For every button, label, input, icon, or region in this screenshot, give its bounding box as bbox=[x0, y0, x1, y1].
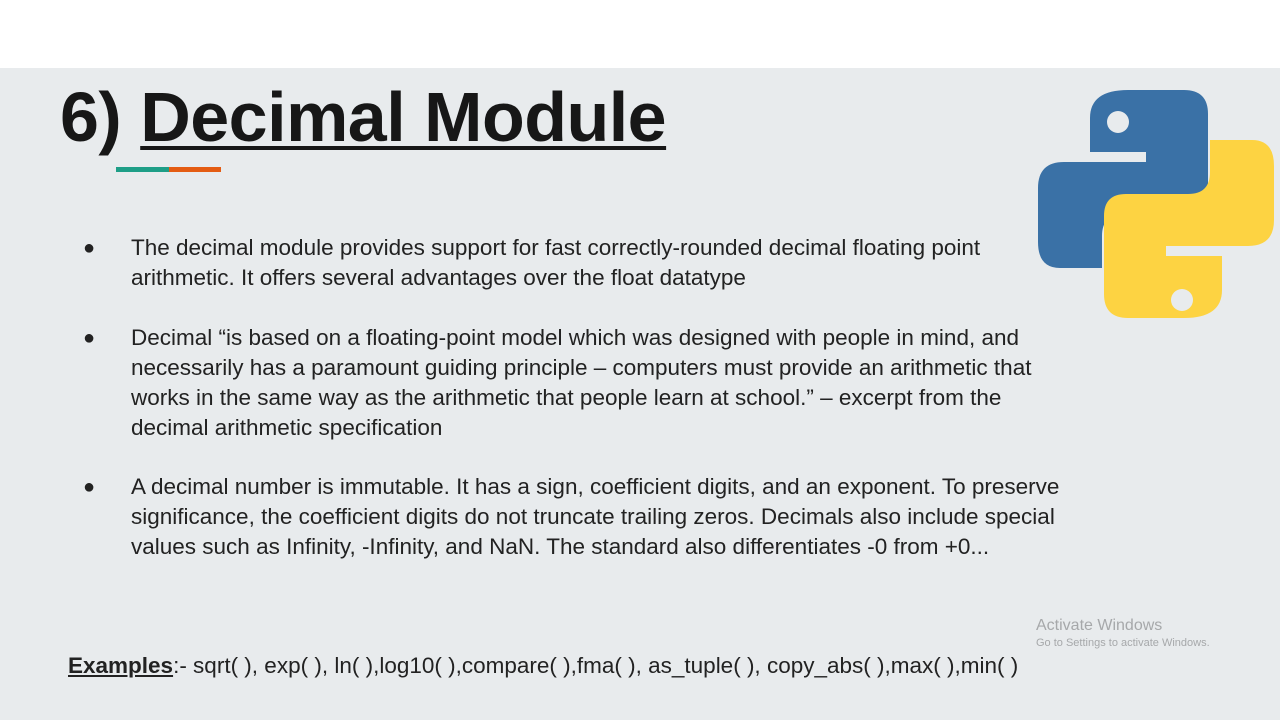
top-white-bar bbox=[0, 0, 1280, 68]
activate-windows-watermark bbox=[1036, 616, 1210, 651]
watermark-title: Activate Windows bbox=[1036, 617, 1163, 634]
bullet-dot-icon: ● bbox=[83, 237, 96, 259]
bullet-text: The decimal module provides support for fast correctly-rounded decimal floating point arithmetic. It offers several advantages over the float datatype bbox=[131, 235, 981, 290]
watermark-subtitle: Go to Settings to activate Windows. bbox=[1036, 637, 1210, 649]
slide bbox=[0, 68, 1280, 720]
slide-number: 6) bbox=[60, 78, 122, 156]
examples-label: Examples bbox=[68, 653, 174, 678]
bullet-item bbox=[83, 472, 1061, 562]
slide-title bbox=[60, 78, 667, 156]
bullet-text: A decimal number is immutable. It has a sign, coefficient digits, and an exponent. To preserve significance, the coefficient digits do not truncate trailing zeros. Decimals also include special values such as Infinity, -Infinity, and NaN. The standard also differentiates -0 from +0... bbox=[131, 474, 1060, 559]
bullet-item bbox=[83, 233, 1061, 293]
bullet-item bbox=[83, 323, 1061, 443]
title-accent-orange bbox=[169, 167, 221, 172]
bullet-dot-icon: ● bbox=[83, 476, 96, 498]
bullet-dot-icon: ● bbox=[83, 327, 96, 349]
bullet-text: Decimal “is based on a floating-point model which was designed with people in mind, and necessarily has a paramount guiding principle – computers must provide an arithmetic that works in the same way as the arithmetic that people learn at school.” – excerpt from the decimal arithmetic specification bbox=[131, 325, 1032, 440]
python-logo-icon bbox=[1038, 90, 1274, 318]
title-accent-teal bbox=[116, 167, 169, 172]
examples-line bbox=[68, 651, 1018, 681]
slide-title-text: Decimal Module bbox=[140, 78, 667, 156]
examples-text: :- sqrt( ), exp( ), ln( ),log10( ),compare( ),fma( ), as_tuple( ), copy_abs( ),max( ),min( ) bbox=[173, 653, 1019, 678]
